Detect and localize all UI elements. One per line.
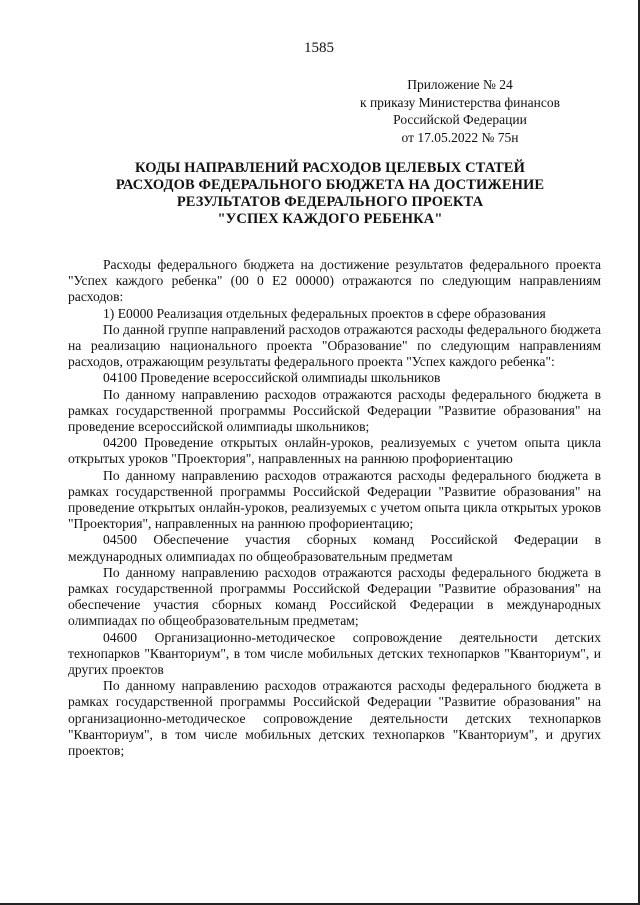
code-heading: 04600 Организационно-методическое сопровождение деятельности детских технопарков "Кванториум", в том числе мобильных детских технопарков "Кванториум", и других проектов (68, 629, 601, 678)
appendix-line: Приложение № 24 (407, 77, 513, 92)
appendix-line: к приказу Министерства финансов (360, 94, 560, 110)
appendix-block (330, 76, 590, 146)
code-heading: 04500 Обеспечение участия сборных команд Российской Федерации в международных олимпиадах по общеобразовательным предметам (68, 532, 601, 564)
code-heading: 04100 Проведение всероссийской олимпиады школьников (103, 370, 441, 386)
body-paragraph: По данному направлению расходов отражаются расходы федерального бюджета в рамках государственной программы Российской Федерации "Развитие образования" на проведение всероссийской олимпиады школьников; (68, 386, 601, 435)
body-paragraph: По данному направлению расходов отражаются расходы федерального бюджета в рамках государственной программы Российской Федерации "Развитие образования" на проведение открытых онлайн-уроков, реализуемых с учетом опыта цикла открытых уроков "Проектория", направленных на раннюю профориентацию; (68, 467, 601, 532)
title-line: РЕЗУЛЬТАТОВ ФЕДЕРАЛЬНОГО ПРОЕКТА (176, 194, 484, 210)
intro-paragraph: Расходы федерального бюджета на достижение результатов федерального проекта "Успех каждого ребенка" (00 0 Е2 00000) отражаются по следующим направлениям расходов: (68, 257, 601, 305)
title-line: КОДЫ НАПРАВЛЕНИЙ РАСХОДОВ ЦЕЛЕВЫХ СТАТЕЙ (135, 160, 525, 176)
page-number: 1585 (304, 40, 334, 56)
code-heading: 04200 Проведение открытых онлайн-уроков, реализуемых с учетом опыта цикла открытых уроков "Проектория", направленных на раннюю профориентацию (68, 435, 601, 467)
group-heading: 1) Е0000 Реализация отдельных федеральных проектов в сфере образования (103, 305, 546, 321)
title-line: РАСХОДОВ ФЕДЕРАЛЬНОГО БЮДЖЕТА НА ДОСТИЖЕНИЕ (115, 177, 545, 193)
document-body (68, 257, 601, 759)
body-paragraph: По данному направлению расходов отражаются расходы федерального бюджета в рамках государственной программы Российской Федерации "Развитие образования" на организационно-методическое сопровождение деятельности детских технопарков "Кванториум", в том числе мобильных детских технопарков "Кванториум", и других проектов; (68, 678, 601, 759)
body-paragraph: По данному направлению расходов отражаются расходы федерального бюджета в рамках государственной программы Российской Федерации "Развитие образования" на обеспечение участия сборных команд Российской Федерации в международных олимпиадах по общеобразовательным предметам; (68, 564, 601, 629)
document-title (70, 160, 590, 228)
appendix-line: от 17.05.2022 № 75н (401, 129, 519, 145)
appendix-line: Российской Федерации (393, 112, 527, 127)
title-line: "УСПЕХ КАЖДОГО РЕБЕНКА" (217, 211, 443, 227)
body-paragraph: По данной группе направлений расходов отражаются расходы федерального бюджета на реализацию национального проекта "Образование" по следующим направлениям расходов, отражающим результаты федерального проекта "Успех каждого ребенка": (68, 321, 601, 370)
